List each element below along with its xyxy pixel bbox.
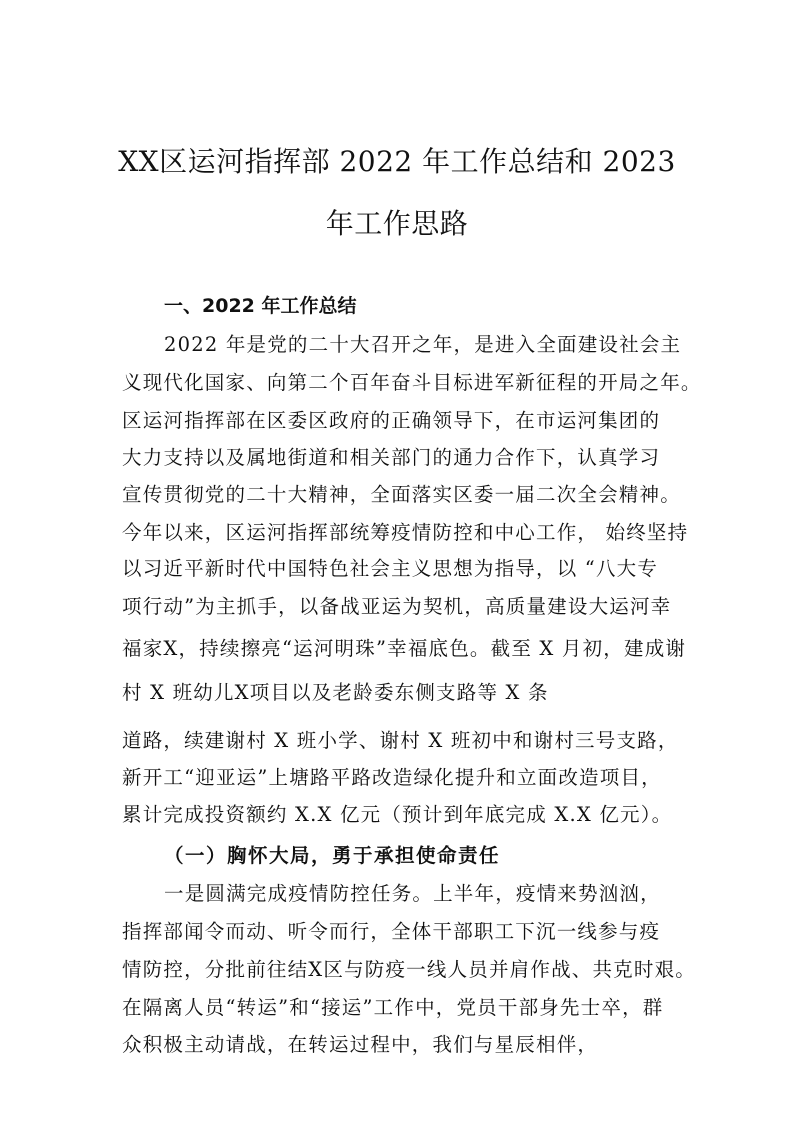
paragraph-line: 村 X 班幼儿X项目以及老龄委东侧支路等 X 条	[122, 681, 549, 704]
paragraph-line: 众积极主动请战，在转运过程中，我们与星辰相伴，	[122, 1033, 599, 1056]
paragraph-line: 指挥部闻令而动、听令而行，全体干部职工下沉一线参与疫	[122, 920, 661, 943]
subheading: （一）胸怀大局，勇于承担使命责任	[164, 844, 501, 867]
section-heading: 一、2022 年工作总结	[164, 295, 357, 317]
document-title-line-2: 年工作思路	[325, 207, 469, 240]
paragraph-line: 福家X，持续擦亮“运河明珠”幸福底色。截至 X 月初，建成谢	[122, 637, 687, 660]
paragraph-line: 区运河指挥部在区委区政府的正确领导下，在市运河集团的	[122, 409, 661, 432]
paragraph-line: 道路，续建谢村 X 班小学、谢村 X 班初中和谢村三号支路，	[122, 729, 679, 752]
paragraph-line: 情防控，分批前往结X区与防疫一线人员并肩作战、共克时艰。	[122, 958, 696, 981]
paragraph-line: 以习近平新时代中国特色社会主义思想为指导，以 “八大专	[122, 557, 659, 580]
paragraph-line: 义现代化国家、向第二个百年奋斗目标进军新征程的开局之年。	[122, 371, 702, 394]
paragraph-line: 宣传贯彻党的二十大精神，全面落实区委一届二次全会精神。	[122, 483, 681, 506]
paragraph-line: 新开工“迎亚运”上塘路平路改造绿化提升和立面改造项目，	[122, 766, 662, 789]
paragraph-line: 累计完成投资额约 X.X 亿元（预计到年底完成 X.X 亿元）。	[122, 803, 673, 826]
paragraph-line: 2022 年是党的二十大召开之年，是进入全面建设社会主	[164, 333, 682, 356]
paragraph-line: 一是圆满完成疫情防控任务。上半年，疫情来势汹汹，	[164, 882, 661, 905]
paragraph-line: 大力支持以及属地街道和相关部门的通力合作下，认真学习	[122, 446, 661, 469]
paragraph-line: 在隔离人员“转运”和“接运”工作中，党员干部身先士卒，群	[122, 996, 664, 1019]
paragraph-line: 今年以来，区运河指挥部统筹疫情防控和中心工作， 始终坚持	[122, 521, 689, 544]
paragraph-line: 项行动”为主抓手，以备战亚运为契机，高质量建设大运河幸	[122, 595, 672, 618]
document-title-line-1: XX区运河指挥部 2022 年工作总结和 2023	[118, 145, 676, 178]
